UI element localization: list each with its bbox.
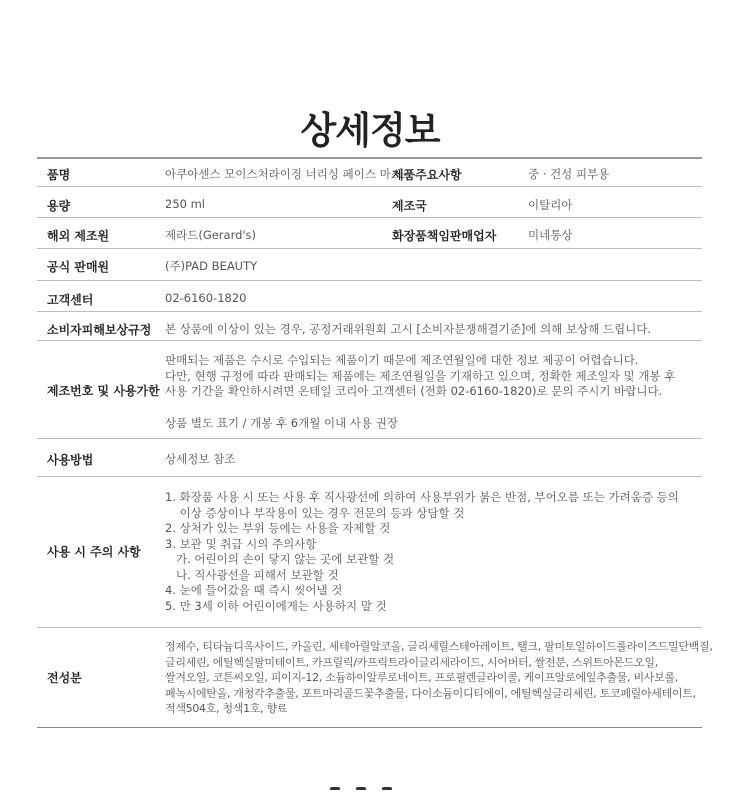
caution-line: 가. 어린이의 손이 닿지 않는 곳에 보관할 것 — [165, 552, 395, 566]
page-title: 상세정보 — [300, 109, 440, 152]
cropped-glyph — [356, 787, 366, 790]
caution-text — [165, 490, 679, 614]
ingredients-line: 쌀겨오일, 코튼씨오일, 피이지-12, 소듐하이알루로네이트, 프로필렌글라이콜, 케이프알로에잎추출물, 비사보롤, — [165, 671, 678, 684]
official-seller-value: (주)PAD BEAUTY — [165, 259, 258, 273]
manufacturer-value: 제라드(Gerard's) — [165, 228, 257, 242]
usage-value: 상세정보 참조 — [165, 452, 236, 466]
table-row-product-name — [37, 157, 702, 187]
caution-label: 사용 시 주의 사항 — [47, 545, 141, 559]
origin-country-value: 이탈리아 — [528, 198, 573, 212]
manufacture-info-line: 판매되는 제품은 수시로 수입되는 제품이기 때문에 제조연월일에 대한 정보 제공이 어렵습니다. — [165, 353, 639, 367]
origin-country-label: 제조국 — [392, 199, 427, 213]
table-row-compensation — [37, 312, 702, 341]
ingredients-line: 적색504호, 청색1호, 향료 — [165, 702, 288, 715]
table-row-manufacturer — [37, 218, 702, 249]
volume-value: 250 ml — [165, 197, 206, 211]
caution-line: 나. 직사광선을 피해서 보관할 것 — [165, 567, 339, 582]
cropped-glyph — [330, 787, 340, 790]
table-row-caution — [37, 477, 702, 628]
usage-label: 사용방법 — [47, 453, 94, 467]
manufacture-info-text — [165, 353, 675, 400]
distributor-value: 미네통상 — [528, 228, 573, 242]
product-info-table — [37, 157, 713, 728]
customer-center-label: 고객센터 — [47, 293, 94, 307]
table-row-customer-center — [37, 281, 702, 312]
compensation-label: 소비자피해보상규정 — [47, 323, 152, 337]
volume-label: 용량 — [47, 199, 71, 213]
caution-line: 이상 증상이나 부작용이 있는 경우 전문의 등과 상담할 것 — [165, 505, 465, 520]
table-row-manufacture-info — [37, 341, 702, 439]
cropped-next-heading — [330, 775, 408, 794]
caution-line: 3. 보관 및 취급 시의 주의사항 — [165, 536, 317, 551]
caution-line: 5. 만 3세 이하 어린이에게는 사용하지 말 것 — [165, 598, 387, 613]
table-row-official-seller — [37, 249, 702, 281]
official-seller-label: 공식 판매원 — [47, 260, 110, 274]
distributor-label: 화장품책임판매업자 — [392, 229, 497, 243]
compensation-value: 본 상품에 이상이 있는 경우, 공정거래위원회 고시 [소비자분쟁해결기준]에 의해 보상해 드립니다. — [165, 322, 652, 336]
manufacture-info-line: 다만, 현행 규정에 따라 판매되는 제품에는 제조연월일을 기재하고 있으며, 정확한 제조일자 및 개봉 후 — [165, 368, 676, 383]
customer-center-value: 02-6160-1820 — [165, 291, 247, 305]
ingredients-text — [165, 639, 713, 717]
manufacture-info-label: 제조번호 및 사용가한 — [47, 384, 160, 398]
ingredients-label: 전성분 — [47, 671, 82, 685]
table-row-ingredients — [37, 628, 713, 728]
product-name-label: 품명 — [47, 168, 71, 182]
table-row-usage — [37, 439, 702, 477]
cropped-glyph — [382, 787, 392, 790]
product-name-value: 아쿠아센스 모이스처라이징 너리싱 페이스 마스크 — [165, 167, 413, 181]
manufacture-info-line: 사용 기간을 확인하시려면 온테일 코리아 고객센터 (전화 02-6160-1820)로 문의 주시기 바랍니다. — [165, 384, 663, 398]
table-row-volume — [37, 187, 702, 218]
ingredients-line: 정제수, 티타늄디옥사이드, 카올린, 세테아릴알코올, 글리세릴스테아레이트, 탤크, 팔미토일하이드롤라이즈드밀단백질, — [165, 640, 713, 653]
caution-line: 1. 화장품 사용 시 또는 사용 후 직사광선에 의하여 사용부위가 붉은 반점, 부어오름 또는 가려움증 등의 — [165, 490, 679, 504]
product-feature-value: 중 · 건성 피부용 — [528, 167, 610, 181]
ingredients-line: 페녹시에탄올, 개청각추출물, 포트마리골드꽃추출물, 다이소듐이디티에이, 에틸헥실글리세린, 토코페릴아세테이트, — [165, 686, 696, 700]
ingredients-line: 글리세린, 에틸헥실팔미테이트, 카프릴릭/카프릭트라이글리세라이드, 시어버터, 쌀전분, 스위트아몬드오일, — [165, 655, 658, 669]
product-feature-label: 제품주요사항 — [392, 168, 462, 182]
manufacturer-label: 해외 제조원 — [47, 229, 110, 243]
manufacture-info-note: 상품 별도 표기 / 개봉 후 6개월 이내 사용 권장 — [165, 416, 398, 430]
caution-line: 2. 상처가 있는 부위 등에는 사용을 자제할 것 — [165, 521, 391, 535]
caution-line: 4. 눈에 들어갔을 때 즉시 씻어낼 것 — [165, 583, 343, 597]
